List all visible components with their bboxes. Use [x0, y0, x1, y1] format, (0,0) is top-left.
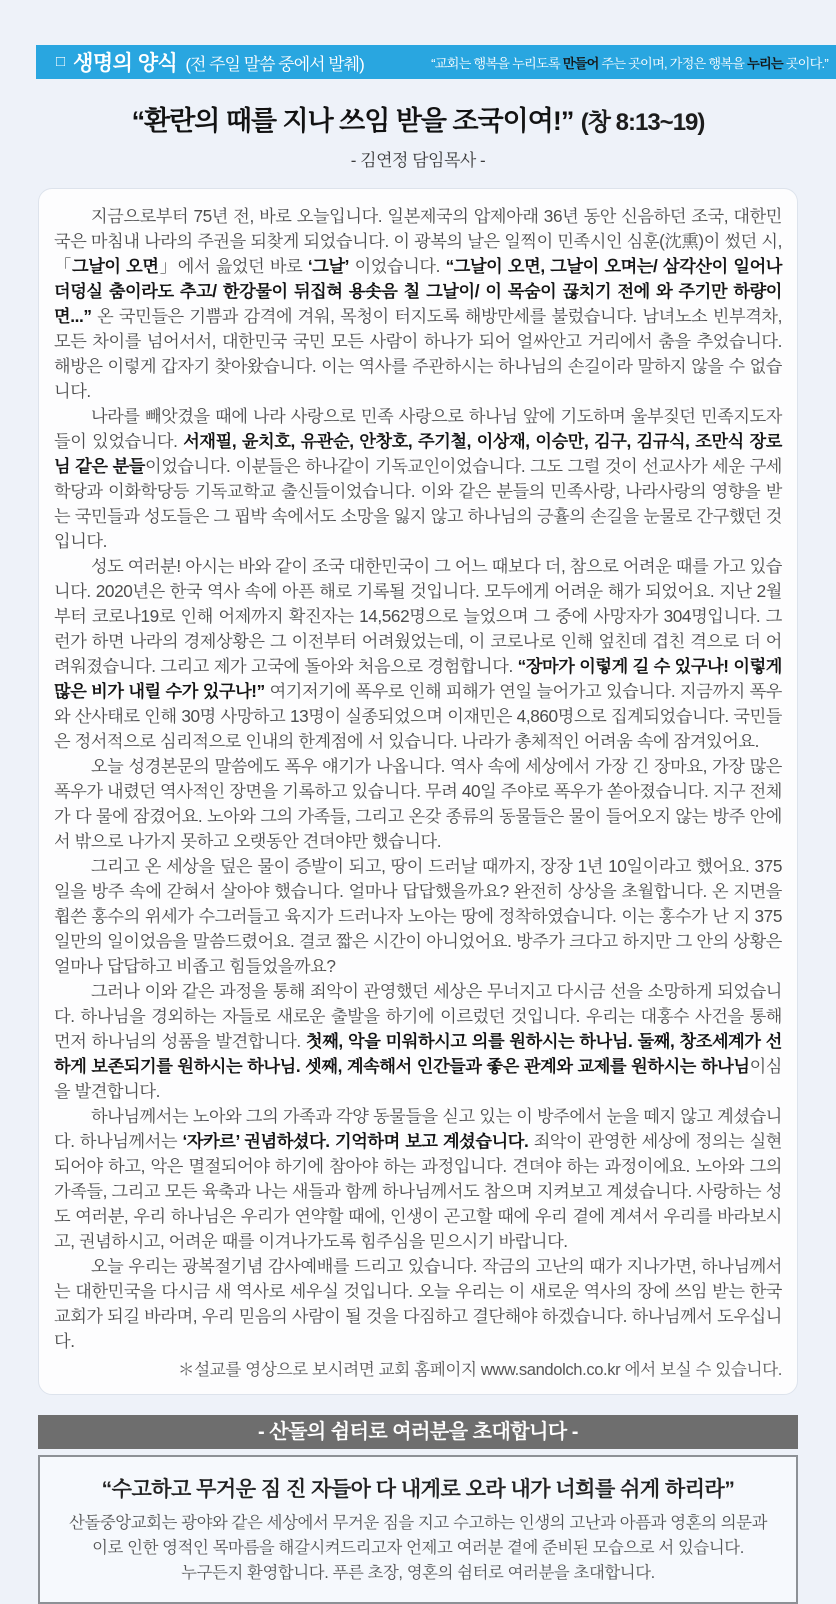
sermon-paragraph: 그리고 온 세상을 덮은 물이 증발이 되고, 땅이 드러날 때까지, 장장 1년 10일이라고 했어요. 375일을 방주 속에 갇혀서 살아야 했습니다. 얼마나 답답했을까요? 완전히 상상을 초월합니다. 온 지면을 휩쓴 홍수의 위세가 수그러들고 육지가 드러나자 노아는 땅에 정착하였습니다. 이는 홍수가 난 지 375일만의 일이었음을 말씀드렸어요. 결코 짧은 시간이 아니었어요. 방주가 크다고 하지만 그 안의 상황은 얼마나 답답하고 비좁고 힘들었을까요? [54, 856, 782, 976]
shelter-bible-quote: “수고하고 무거운 짐 진 자들아 다 내게로 오라 내가 너희를 쉬게 하리라” [101, 1478, 735, 1501]
sermon-body [54, 204, 782, 1354]
sermon-title: “환란의 때를 지나 쓰임 받을 조국이여!” [131, 106, 574, 136]
sermon-paragraph: 오늘 성경본문의 말씀에도 폭우 얘기가 나옵니다. 역사 속에 세상에서 가장 긴 장마요, 가장 많은 폭우가 내렸던 역사적인 장면을 기록하고 있습니다. 무려 40일 주야로 폭우가 쏟아졌습니다. 지구 전체가 다 물에 잠겼어요. 노아와 그의 가족들, 그리고 온갖 종류의 동물들은 물이 들어오지 않는 방주 안에서 밖으로 나가지 못하고 오랫동안 견뎌야만 했습니다. [54, 756, 782, 851]
shelter-text-line: 누구든지 환영합니다. 푸른 초장, 영혼의 쉼터로 여러분을 초대합니다. [181, 1564, 655, 1582]
pastor-name: - 김연정 담임목사 - [350, 151, 486, 170]
section-subtitle: (전 주일 말씀 중에서 발췌) [185, 54, 364, 74]
shelter-invitation-box [38, 1455, 798, 1604]
sermon-paragraph: 오늘 우리는 광복절기념 감사예배를 드리고 있습니다. 작금의 고난의 때가 지나가면, 하나님께서는 대한민국을 다시금 새 역사로 세우실 것입니다. 오늘 우리는 이 새로운 역사의 장에 쓰임 받는 한국교회가 되길 바라며, 우리 믿음의 사람이 될 것을 다짐하고 결단해야 하겠습니다. 하나님께서 도우십니다. [54, 1256, 782, 1351]
sermon-paragraph: 지금으로부터 75년 전, 바로 오늘입니다. 일본제국의 압제아래 36년 동안 신음하던 조국, 대한민국은 마침내 나라의 주권을 되찾게 되었습니다. 이 광복의 날은 일찍이 민족시인 심훈(沈熏)이 썼던 시, 「그날이 오면」에서 읊었던 바로 ‘그날’ 이었습니다. “그날이 오면, 그날이 오며는/ 삼각산이 일어나 더덩실 춤이라도 추고/ 한강물이 뒤집혀 용솟음 칠 그날이/ 이 목숨이 끊치기 전에 와 주기만 하량이면...” 온 국민들은 기쁨과 감격에 겨워, 목청이 터지도록 해방만세를 불렀습니다. 남녀노소 빈부격차, 모든 차이를 넘어서서, 대한민국 국민 모든 사람이 하나가 되어 얼싸안고 거리에서 춤을 추었습니다. 해방은 이렇게 갑자기 찾아왔습니다. 이는 역사를 주관하시는 하나님의 손길이라 말하지 않을 수 없습니다. [54, 206, 782, 401]
shelter-text-line: 이로 인한 영적인 목마름을 해갈시켜드리고자 언제고 여러분 곁에 준비된 모습으로 서 있습니다. [92, 1539, 744, 1557]
church-motto: “교회는 행복을 누리도록 만들어 주는 곳이며, 가정은 행복을 누리는 곳이다.” [431, 55, 828, 71]
section-title: 생명의 양식 [73, 52, 178, 75]
sermon-paragraph: 성도 여러분! 아시는 바와 같이 조국 대한민국이 그 어느 때보다 더, 참으로 어려운 때를 가고 있습니다. 2020년은 한국 역사 속에 아픈 해로 기록될 것입니다. 모두에게 어려운 해가 되었어요. 지난 2월부터 코로나19로 인해 어제까지 확진자는 14,562명으로 늘었으며 그 중에 사망자가 304명입니다. 그런가 하면 나라의 경제상황은 그 이전부터 어려웠었는데, 이 코로나로 인해 엎친데 겹친 격으로 더 어려워졌습니다. 그리고 제가 고국에 돌아와 처음으로 경험합니다. “장마가 이렇게 길 수 있구나! 이렇게 많은 비가 내릴 수가 있구나!” 여기저기에 폭우로 인해 피해가 연일 늘어가고 있습니다. 지금까지 폭우와 산사태로 인해 30명 사망하고 13명이 실종되었으며 이재민은 4,860명으로 집계되었습니다. 국민들은 정서적으로 심리적으로 인내의 한계점에 서 있습니다. 나라가 총체적인 어려움 속에 잠겨있어요. [54, 556, 782, 751]
shelter-text-line: 산돌중앙교회는 광야와 같은 세상에서 무거운 짐을 지고 수고하는 인생의 고난과 아픔과 영혼의 의문과 [68, 1514, 768, 1532]
sermon-title-block [0, 99, 836, 138]
scripture-reference: (창 8:13~19) [580, 109, 705, 136]
sermon-paragraph: 나라를 빼앗겼을 때에 나라 사랑으로 민족 사랑으로 하나님 앞에 기도하며 울부짖던 민족지도자들이 있었습니다. 서재필, 윤치호, 유관순, 안창호, 주기철, 이상재, 이승만, 김구, 김규식, 조만식 장로님 같은 분들이었습니다. 이분들은 하나같이 기독교인이었습니다. 그도 그럴 것이 선교사가 세운 구세학당과 이화학당등 기독교학교 출신들이었습니다. 이와 같은 분들의 민족사랑, 나라사랑의 영향을 받는 국민들과 성도들은 그 핍박 속에서도 소망을 잃지 않고 하나님의 긍휼의 손길을 눈물로 간구했던 것입니다. [54, 406, 782, 551]
sermon-paragraph: 하나님께서는 노아와 그의 가족과 각양 동물들을 싣고 있는 이 방주에서 눈을 떼지 않고 계셨습니다. 하나님께서는 ‘자카르’ 권념하셨다. 기억하며 보고 계셨습니다. 죄악이 관영한 세상에 정의는 실현되어야 하고, 악은 멸절되어야 하기에 참아야 하는 과정입니다. 견뎌야 하는 과정이에요. 노아와 그의 가족들, 그리고 모든 육축과 나는 새들과 함께 하나님께서도 참으며 지켜보고 계셨습니다. 사랑하는 성도 여러분, 우리 하나님은 우리가 연약할 때에, 인생이 곤고할 때에 우리 곁에 계셔서 우리를 바라보시고, 권념하시고, 어려운 때를 이겨나가도록 힘주심을 믿으시기 바랍니다. [54, 1106, 782, 1251]
sermon-paragraph: 그러나 이와 같은 과정을 통해 죄악이 관영했던 세상은 무너지고 다시금 선을 소망하게 되었습니다. 하나님을 경외하는 자들로 새로운 출발을 하기에 이르렀던 것입니다. 우리는 대홍수 사건을 통해 먼저 하나님의 성품을 발견합니다. 첫째, 악을 미워하시고 의를 원하시는 하나님. 둘째, 창조세계가 선하게 보존되기를 원하시는 하나님. 셋째, 계속해서 인간들과 좋은 관계와 교제를 원하시는 하나님이심을 발견합니다. [54, 981, 782, 1101]
shelter-section-bar: - 산돌의 쉼터로 여러분을 초대합니다 - [38, 1415, 798, 1449]
section-header-left [56, 47, 364, 77]
sermon-body-box [38, 188, 798, 1395]
video-note: ＊설교를 영상으로 보시려면 교회 홈페이지 www.sandolch.co.kr 에서 보실 수 있습니다. [177, 1360, 782, 1379]
square-bullet-icon: □ [56, 52, 66, 70]
section-header-bar [36, 45, 836, 79]
